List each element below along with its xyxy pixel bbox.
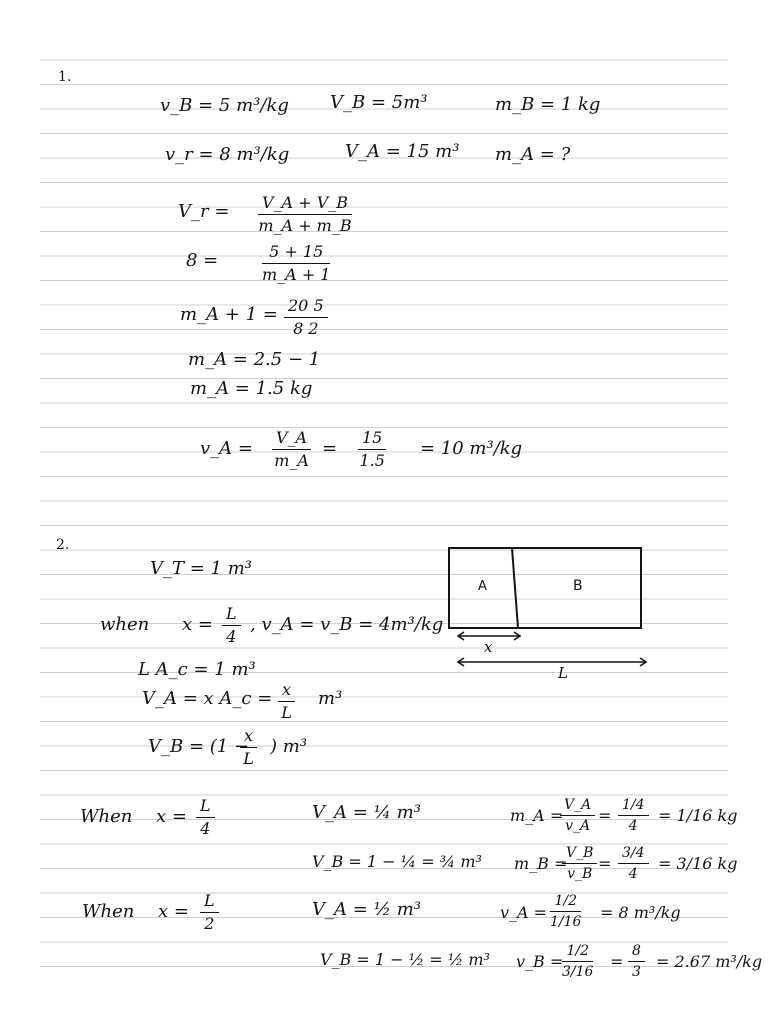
half-spec-vol-b-frac-2: [628, 944, 645, 979]
when1-numerator: L: [222, 606, 241, 626]
given-mass-b: m_B = 1 kg: [495, 94, 601, 115]
eq6-result: = 10 m³/kg: [420, 438, 523, 459]
when1-x: x =: [182, 614, 213, 635]
eq1-denominator: m_A + m_B: [258, 216, 352, 235]
eq1-numerator: V_A + V_B: [258, 195, 352, 215]
eq2-fraction: [262, 244, 330, 283]
when-quarter-x: x =: [156, 806, 187, 827]
quarter-mass-a-frac-1: [560, 798, 595, 833]
quarter-mass-a-den-2: 4: [628, 818, 638, 834]
eq1-lhs: V_r =: [178, 201, 230, 222]
volume-b-fraction: [240, 728, 257, 767]
problem-1-number: 1.: [58, 69, 72, 85]
quarter-mass-b-num-1: V_B: [562, 846, 597, 864]
diagram-label-b: B: [573, 578, 583, 594]
half-spec-vol-a-frac: [550, 894, 581, 929]
quarter-mass-a-equals: =: [598, 806, 612, 825]
eq3-numerator: 20 5: [284, 298, 328, 318]
given-volume-b: V_B = 5m³: [330, 92, 428, 113]
eq1-fraction: [258, 195, 352, 234]
when1-fraction: [222, 606, 241, 645]
problem-2-number: 2.: [56, 537, 70, 553]
volume-a-fraction: [278, 682, 295, 721]
when-half-x: x =: [158, 901, 189, 922]
diagram-label-l: L: [558, 664, 568, 678]
eq2-denominator: m_A + 1: [262, 265, 331, 284]
when1-label: when: [100, 614, 150, 635]
quarter-mass-b-result: = 3/16 kg: [658, 854, 738, 873]
when1-denominator: 4: [226, 627, 237, 646]
quarter-mass-a-lhs: m_A =: [510, 806, 564, 825]
quarter-mass-b-den-2: 4: [628, 866, 638, 882]
quarter-mass-a-num-1: V_A: [560, 798, 595, 816]
when1-tail: , v_A = v_B = 4m³/kg: [250, 614, 444, 635]
quarter-mass-a-num-2: 1/4: [618, 798, 649, 816]
eq6-denominator-2: 1.5: [359, 451, 385, 470]
quarter-volume-b: V_B = 1 − ¼ = ¾ m³: [312, 852, 482, 871]
half-spec-vol-a-result: = 8 m³/kg: [600, 903, 681, 922]
volume-b-unit: ) m³: [270, 736, 308, 757]
half-spec-vol-a-num: 1/2: [550, 894, 581, 912]
half-spec-vol-b-equals: =: [610, 952, 624, 971]
half-spec-vol-b-den-2: 3: [632, 964, 641, 980]
volume-a-numerator: x: [278, 682, 295, 702]
volume-a-unit: m³: [318, 688, 343, 709]
eq2-numerator: 5 + 15: [262, 244, 330, 264]
volume-a-eq: V_A = x A_c =: [142, 688, 273, 709]
when-half-fraction: [200, 893, 219, 932]
volume-a-denominator: L: [281, 703, 292, 722]
when-quarter-fraction: [196, 798, 215, 837]
quarter-mass-b-equals: =: [598, 854, 612, 873]
eq6-equals: =: [322, 438, 338, 459]
tank-diagram: [440, 538, 655, 678]
when-quarter-numerator: L: [196, 798, 215, 818]
quarter-mass-b-den-1: v_B: [567, 866, 593, 882]
given-specific-volume-b: v_B = 5 m³/kg: [160, 95, 289, 116]
quarter-mass-a-frac-2: [618, 798, 649, 833]
diagram-label-x: x: [484, 638, 493, 656]
when-quarter-label: When: [80, 806, 133, 827]
quarter-mass-b-frac-1: [562, 846, 597, 881]
length-area-eq: L A_c = 1 m³: [138, 659, 256, 680]
half-volume-b: V_B = 1 − ½ = ½ m³: [320, 950, 490, 969]
eq6-fraction-2: [358, 430, 386, 469]
volume-b-numerator: x: [240, 728, 257, 748]
eq6-numerator-1: V_A: [272, 430, 311, 450]
half-spec-vol-b-num-1: 1/2: [562, 944, 593, 962]
partition-line: [512, 548, 518, 628]
eq2-lhs: 8 =: [186, 250, 219, 271]
given-volume-a: V_A = 15 m³: [345, 141, 460, 162]
eq4: m_A = 2.5 − 1: [188, 349, 321, 370]
eq3-denominator: 8 2: [293, 319, 319, 338]
half-spec-vol-b-lhs: v_B =: [516, 952, 564, 971]
given-specific-volume-r: v_r = 8 m³/kg: [165, 144, 290, 165]
eq3-lhs: m_A + 1 =: [180, 304, 278, 325]
half-spec-vol-b-frac-1: [562, 944, 593, 979]
half-spec-vol-b-den-1: 3/16: [562, 964, 594, 980]
volume-b-eq: V_B = (1 −: [148, 736, 250, 757]
half-volume-a: V_A = ½ m³: [312, 899, 421, 920]
half-spec-vol-a-lhs: v_A =: [500, 903, 548, 922]
quarter-mass-b-frac-2: [618, 846, 649, 881]
given-mass-a-unknown: m_A = ?: [495, 144, 571, 165]
when-half-label: When: [82, 901, 135, 922]
half-spec-vol-a-den: 1/16: [550, 914, 582, 930]
eq6-numerator-2: 15: [358, 430, 386, 450]
eq5-result-mass-a: m_A = 1.5 kg: [190, 378, 313, 399]
when-half-numerator: L: [200, 893, 219, 913]
eq3-fraction: [284, 298, 328, 337]
quarter-volume-a: V_A = ¼ m³: [312, 802, 421, 823]
half-spec-vol-b-num-2: 8: [628, 944, 645, 962]
when-half-denominator: 2: [204, 914, 215, 933]
quarter-mass-b-num-2: 3/4: [618, 846, 649, 864]
quarter-mass-a-result: = 1/16 kg: [658, 806, 738, 825]
half-spec-vol-b-result: = 2.67 m³/kg: [656, 952, 763, 971]
total-volume: V_T = 1 m³: [150, 558, 252, 579]
quarter-mass-a-den-1: v_A: [565, 818, 591, 834]
eq6-fraction-1: [272, 430, 311, 469]
eq6-denominator-1: m_A: [274, 451, 309, 470]
when-quarter-denominator: 4: [200, 819, 211, 838]
quarter-mass-b-lhs: m_B =: [514, 854, 568, 873]
volume-b-denominator: L: [243, 749, 254, 768]
eq6-lhs: v_A =: [200, 438, 253, 459]
diagram-label-a: A: [478, 579, 487, 594]
